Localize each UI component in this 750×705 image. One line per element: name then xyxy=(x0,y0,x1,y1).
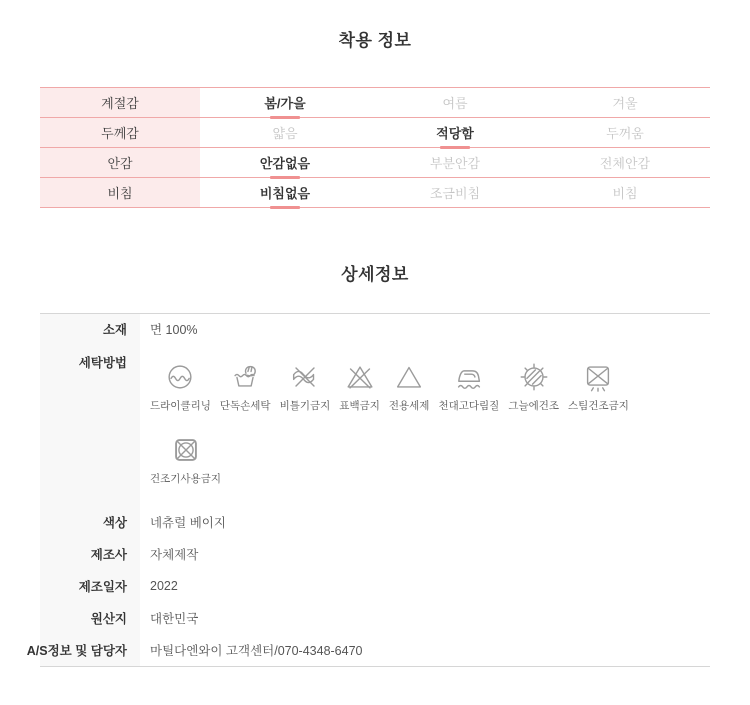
care-icon-label: 건조기사용금지 xyxy=(150,473,222,485)
detail-row-label: 원산지 xyxy=(40,602,140,634)
wear-option-text: 봄/가을 xyxy=(264,96,306,111)
detail-row-manufacturer xyxy=(40,538,710,570)
care-item xyxy=(438,360,499,413)
detail-row-label: A/S정보 및 담당자 xyxy=(40,634,140,666)
wear-option-selected xyxy=(200,88,370,117)
detail-row-label: 제조사 xyxy=(40,538,140,570)
wear-row-lining xyxy=(40,148,710,178)
wear-option-text: 비침 xyxy=(612,186,638,201)
wear-option xyxy=(370,148,540,177)
wear-option-text: 부분안감 xyxy=(429,156,481,171)
wear-row-label: 계절감 xyxy=(40,88,200,117)
wear-row-label: 비침 xyxy=(40,178,200,207)
dry-cleaning-icon xyxy=(163,360,197,394)
care-item xyxy=(508,360,559,413)
wear-option xyxy=(370,178,540,207)
detail-row-value: 자체제작 xyxy=(150,548,199,562)
care-icons-row-1 xyxy=(150,360,710,413)
wear-row-label: 안감 xyxy=(40,148,200,177)
care-icon-label: 전용세제 xyxy=(388,400,430,412)
wear-option-selected xyxy=(370,118,540,147)
wear-option-text: 얇음 xyxy=(272,126,298,141)
selected-underline-bar xyxy=(270,206,300,209)
detail-row-value: 면 100% xyxy=(150,323,198,337)
detail-row-as-info xyxy=(26,634,710,666)
detail-row-origin xyxy=(40,602,710,634)
wear-option-text: 겨울 xyxy=(612,96,638,111)
wear-option-text: 전체안감 xyxy=(599,156,651,171)
wear-info-title: 착용 정보 xyxy=(338,31,412,50)
wear-option-text: 안감없음 xyxy=(259,156,311,171)
care-icon-label: 스팀건조금지 xyxy=(568,400,629,412)
care-icon-label: 드라이클리닝 xyxy=(150,400,211,412)
detail-row-value: 네츄럴 베이지 xyxy=(150,516,226,530)
wear-row-thickness xyxy=(40,118,710,148)
hand-wash-icon xyxy=(228,360,262,394)
wear-option-selected xyxy=(200,148,370,177)
care-icon-label: 천대고다림질 xyxy=(438,400,500,412)
wear-option xyxy=(200,118,370,147)
iron-with-cloth-icon xyxy=(452,360,486,394)
care-item xyxy=(389,360,430,413)
wear-option xyxy=(540,148,710,177)
product-info-page xyxy=(26,0,710,667)
detail-row-value: 대한민국 xyxy=(150,612,199,626)
detail-row-label: 소재 xyxy=(40,314,140,344)
care-icons-area xyxy=(140,344,710,506)
care-icon-label: 단독손세탁 xyxy=(219,400,271,412)
no-wring-icon xyxy=(288,360,322,394)
wear-option-text: 여름 xyxy=(442,96,468,111)
wear-option-text: 조금비침 xyxy=(429,186,481,201)
wear-option xyxy=(540,178,710,207)
detail-row-care xyxy=(40,344,710,506)
no-bleach-icon xyxy=(343,360,377,394)
wear-row-sheerness xyxy=(40,178,710,208)
detail-info-title: 상세정보 xyxy=(341,265,409,284)
detail-row-value: 마틸다엔와이 고객센터/070-4348-6470 xyxy=(150,644,363,658)
shade-dry-icon xyxy=(517,360,551,394)
detail-row-label: 색상 xyxy=(40,506,140,538)
detail-row-color xyxy=(40,506,710,538)
care-icon-label: 그늘에건조 xyxy=(508,400,560,412)
wear-row-season xyxy=(40,88,710,118)
wear-info-table xyxy=(40,87,710,208)
care-icons-row-2 xyxy=(150,433,710,486)
detail-row-material xyxy=(40,314,710,344)
detail-row-label: 제조일자 xyxy=(40,570,140,602)
wear-option xyxy=(540,88,710,117)
care-item xyxy=(568,360,629,413)
wear-option xyxy=(370,88,540,117)
wear-option-text: 적당함 xyxy=(436,126,474,141)
wear-row-label: 두께감 xyxy=(40,118,200,147)
wear-option-text: 두꺼움 xyxy=(606,126,644,141)
care-icon-label: 표백금지 xyxy=(339,400,380,412)
no-steam-dry-icon xyxy=(581,360,615,394)
no-tumble-dry-icon xyxy=(169,433,203,467)
detail-row-value: 2022 xyxy=(150,579,178,593)
detail-row-label: 세탁방법 xyxy=(40,344,140,506)
care-icon-label: 비틀기금지 xyxy=(279,400,331,412)
detergent-icon xyxy=(392,360,426,394)
care-item xyxy=(220,360,271,413)
care-item xyxy=(280,360,331,413)
care-item xyxy=(150,433,221,486)
detail-info-table xyxy=(26,313,710,667)
care-item xyxy=(339,360,380,413)
wear-option-text: 비침없음 xyxy=(259,186,311,201)
wear-option-selected xyxy=(200,178,370,207)
care-item xyxy=(150,360,211,413)
wear-option xyxy=(540,118,710,147)
detail-row-mfg-date xyxy=(40,570,710,602)
